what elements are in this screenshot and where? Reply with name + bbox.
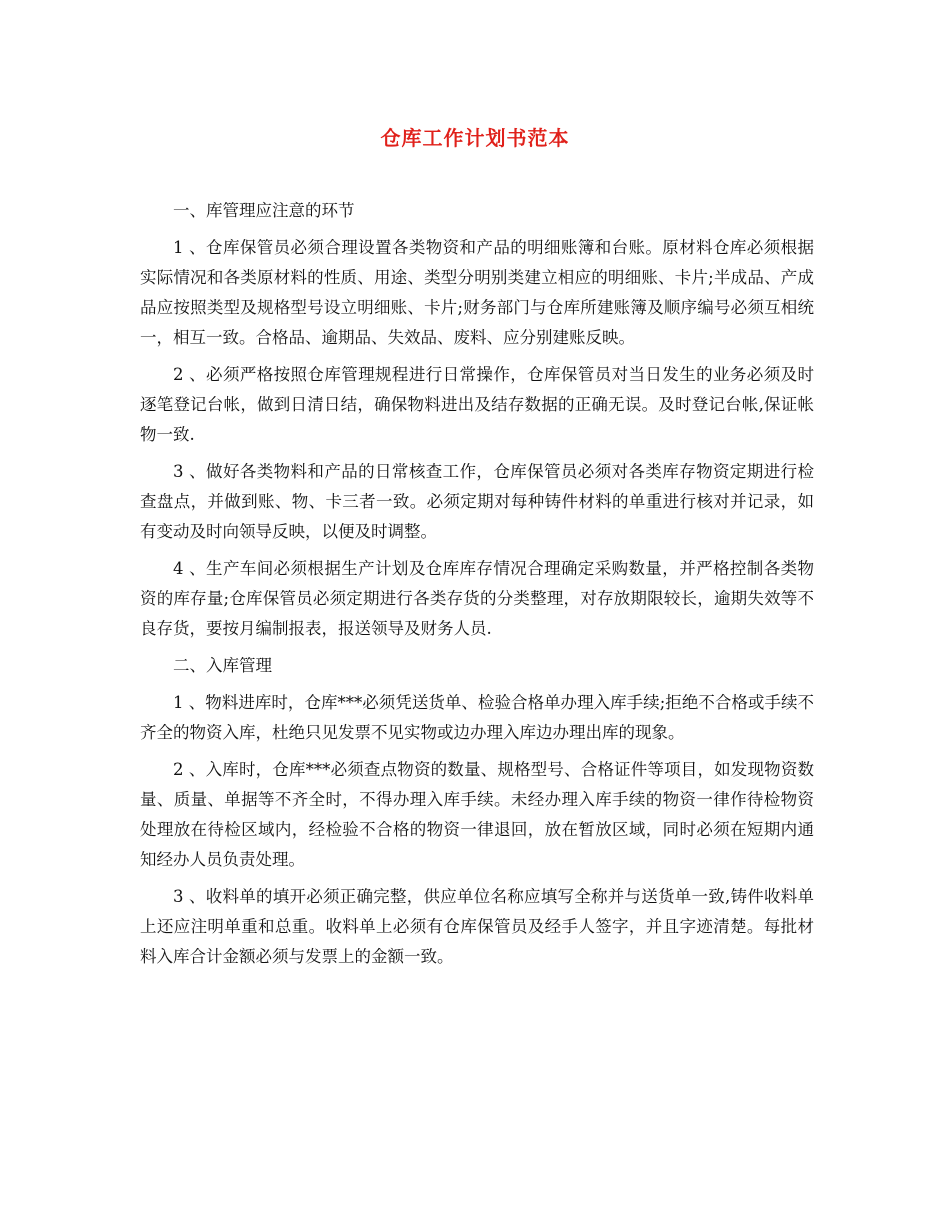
paragraph: 4 、生产车间必须根据生产计划及仓库库存情况合理确定采购数量，并严格控制各类物资的库存量;仓库保管员必须定期进行各类存货的分类整理，对存放期限较长，逾期失效等不良存货，要按月编制报表，报送领导及财务人员. [140, 559, 814, 638]
paragraph: 3 、收料单的填开必须正确完整，供应单位名称应填写全称并与送货单一致,铸件收料单上还应注明单重和总重。收料单上必须有仓库保管员及经手人签字，并且字迹清楚。每批材料入库合计金额必须与发票上的金额一致。 [140, 887, 814, 966]
document-body [140, 196, 814, 979]
paragraph: 1 、仓库保管员必须合理设置各类物资和产品的明细账簿和台账。原材料仓库必须根据实际情况和各类原材料的性质、用途、类型分明别类建立相应的明细账、卡片;半成品、产成品应按照类型及规格型号设立明细账、卡片;财务部门与仓库所建账簿及顺序编号必须互相统一，相互一致。合格品、逾期品、失效品、废料、应分别建账反映。 [140, 238, 814, 347]
page-title: 仓库工作计划书范本 [380, 126, 570, 150]
paragraph: 2 、必须严格按照仓库管理规程进行日常操作，仓库保管员对当日发生的业务必须及时逐笔登记台帐，做到日清日结，确保物料进出及结存数据的正确无误。及时登记台帐,保证帐物一致. [140, 365, 814, 444]
section-heading-1: 一、库管理应注意的环节 [173, 201, 355, 220]
paragraph: 3 、做好各类物料和产品的日常核查工作，仓库保管员必须对各类库存物资定期进行检查盘点，并做到账、物、卡三者一致。必须定期对每种铸件材料的单重进行核对并记录，如有变动及时向领导反映，以便及时调整。 [140, 462, 814, 541]
paragraph: 1 、物料进库时，仓库***必须凭送货单、检验合格单办理入库手续;拒绝不合格或手续不齐全的物资入库，杜绝只见发票不见实物或边办理入库边办理出库的现象。 [140, 693, 814, 742]
section-heading-2: 二、入库管理 [173, 656, 272, 675]
paragraph: 2 、入库时，仓库***必须查点物资的数量、规格型号、合格证件等项目，如发现物资数量、质量、单据等不齐全时，不得办理入库手续。未经办理入库手续的物资一律作待检物资处理放在待检区域内，经检验不合格的物资一律退回，放在暂放区域，同时必须在短期内通知经办人员负责处理。 [140, 760, 814, 869]
